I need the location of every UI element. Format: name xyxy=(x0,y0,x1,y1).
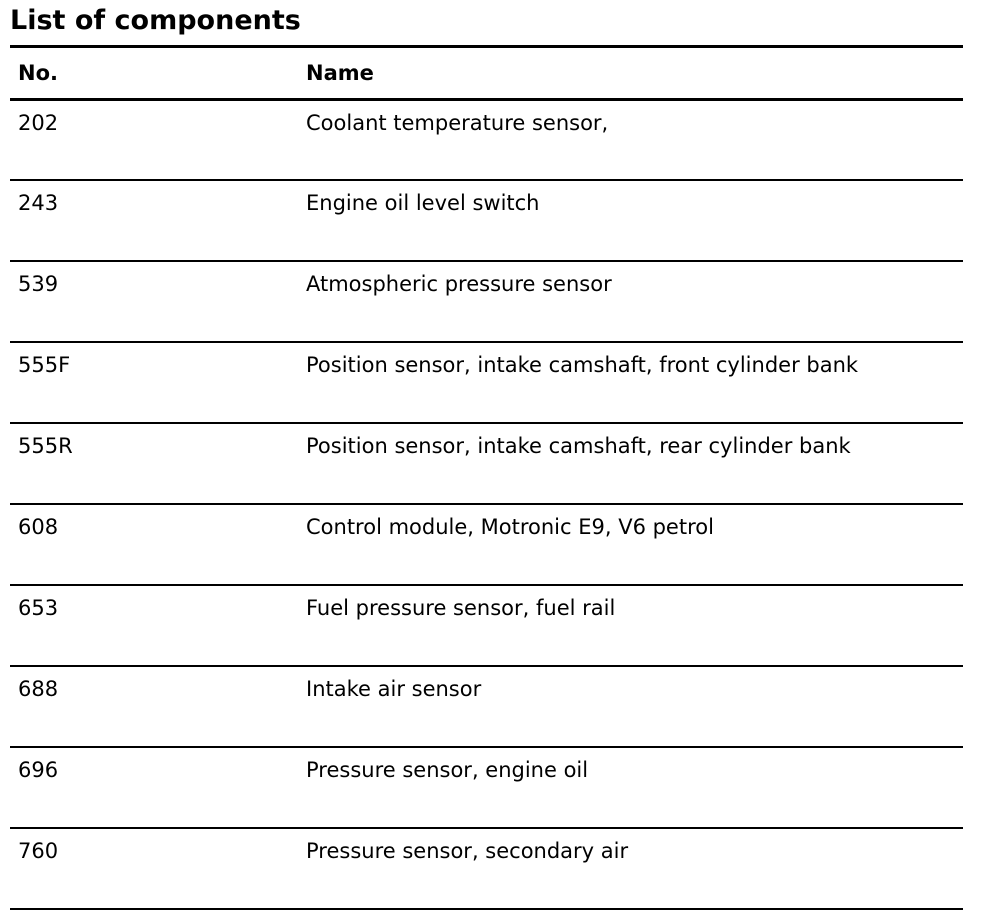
component-number: 696 xyxy=(10,747,298,828)
column-header-name: Name xyxy=(298,48,963,99)
table-row xyxy=(10,423,963,504)
component-name: Engine oil level switch xyxy=(298,180,963,261)
component-name: Fuel pressure sensor, fuel rail xyxy=(298,585,963,666)
component-number: 555F xyxy=(10,342,298,423)
components-table xyxy=(10,48,963,910)
component-number: 608 xyxy=(10,504,298,585)
component-name: Coolant temperature sensor, xyxy=(298,99,963,180)
component-number: 555R xyxy=(10,423,298,504)
table-row xyxy=(10,747,963,828)
table-row xyxy=(10,585,963,666)
table-row xyxy=(10,504,963,585)
component-number: 688 xyxy=(10,666,298,747)
component-name: Atmospheric pressure sensor xyxy=(298,261,963,342)
table-row xyxy=(10,342,963,423)
table-row xyxy=(10,666,963,747)
document xyxy=(10,0,963,910)
table-row xyxy=(10,828,963,909)
component-number: 202 xyxy=(10,99,298,180)
table-row xyxy=(10,261,963,342)
component-name: Pressure sensor, engine oil xyxy=(298,747,963,828)
component-name: Control module, Motronic E9, V6 petrol xyxy=(298,504,963,585)
component-name: Position sensor, intake camshaft, front cylinder bank xyxy=(298,342,963,423)
component-name: Position sensor, intake camshaft, rear cylinder bank xyxy=(298,423,963,504)
page-title: List of components xyxy=(10,0,963,48)
column-header-no: No. xyxy=(10,48,298,99)
component-number: 760 xyxy=(10,828,298,909)
component-name: Intake air sensor xyxy=(298,666,963,747)
table-header-row xyxy=(10,48,963,99)
component-number: 243 xyxy=(10,180,298,261)
component-number: 539 xyxy=(10,261,298,342)
component-name: Pressure sensor, secondary air xyxy=(298,828,963,909)
component-number: 653 xyxy=(10,585,298,666)
table-row xyxy=(10,99,963,180)
table-row xyxy=(10,180,963,261)
